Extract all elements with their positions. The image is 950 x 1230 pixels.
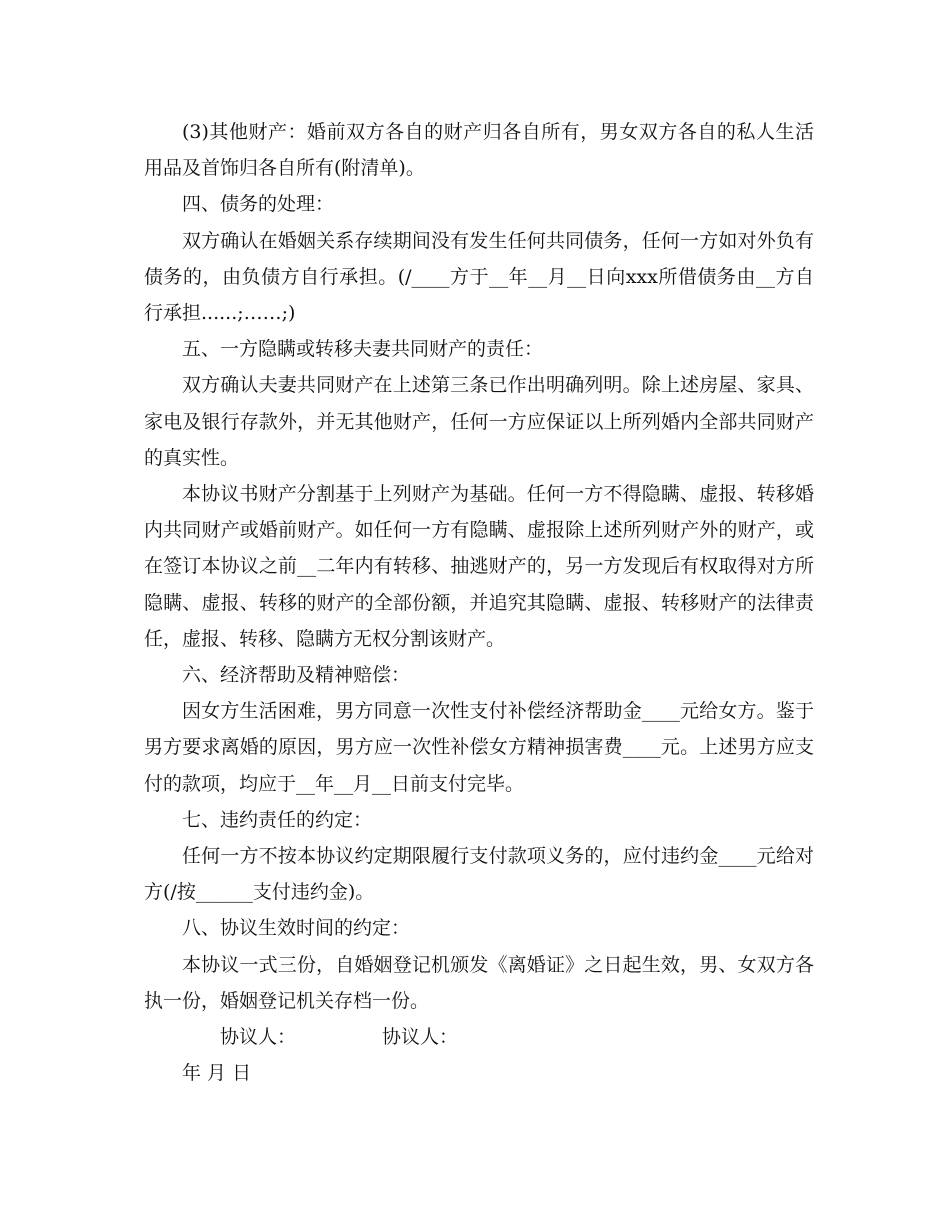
paragraph-breach-liability: 任何一方不按本协议约定期限履行支付款项义务的，应付违约金____元给对方(/按______支付违约金)。 <box>144 845 814 904</box>
heading-breach-liability: 七、违约责任的约定： <box>182 808 373 831</box>
paragraph-property-division: 本协议书财产分割基于上列财产为基础。任何一方不得隐瞒、虚报、转移婚内共同财产或婚前财产。如任何一方有隐瞒、虚报除上述所列财产外的财产，或在签订本协议之前__二年内有转移、抽逃财产的，另一方发现后有权取得对方所隐瞒、虚报、转移的财产的全部份额，并追究其隐瞒、虚报、转移财产的法律责任，虚报、转移、隐瞒方无权分割该财产。 <box>144 483 814 650</box>
heading-debt-handling: 四、债务的处理： <box>182 193 335 216</box>
paragraph-effective-time: 本协议一式三份，自婚姻登记机颁发《离婚证》之日起生效，男、女双方各执一份，婚姻登记机关存档一份。 <box>144 953 814 1012</box>
heading-effective-time: 八、协议生效时间的约定： <box>182 917 411 940</box>
date-line: 年 月 日 <box>182 1062 252 1085</box>
paragraph-economic-help: 因女方生活困难，男方同意一次性支付补偿经济帮助金____元给女方。鉴于男方要求离婚的原因，男方应一次性补偿女方精神损害费____元。上述男方应支付的款项，均应于__年__月__日前支付完毕。 <box>144 700 814 795</box>
paragraph-other-property: (3)其他财产：婚前双方各自的财产归各自所有，男女双方各自的私人生活用品及首饰归各自所有(附清单)。 <box>144 121 814 180</box>
signer-1-label: 协议人： <box>220 1026 297 1049</box>
paragraph-property-confirmation: 双方确认夫妻共同财产在上述第三条已作出明确列明。除上述房屋、家具、家电及银行存款外，并无其他财产，任何一方应保证以上所列婚内全部共同财产的真实性。 <box>144 374 814 469</box>
signature-line <box>144 1019 814 1055</box>
signer-2-label: 协议人： <box>382 1026 459 1049</box>
heading-economic-help: 六、经济帮助及精神赔偿： <box>182 664 411 687</box>
paragraph-debt: 双方确认在婚姻关系存续期间没有发生任何共同债务，任何一方如对外负有债务的，由负债方自行承担。(/____方于__年__月__日向xxx所借债务由__方自行承担......;……;) <box>144 229 814 325</box>
document-body <box>144 114 814 1091</box>
heading-concealment-liability: 五、一方隐瞒或转移夫妻共同财产的责任： <box>182 338 544 361</box>
